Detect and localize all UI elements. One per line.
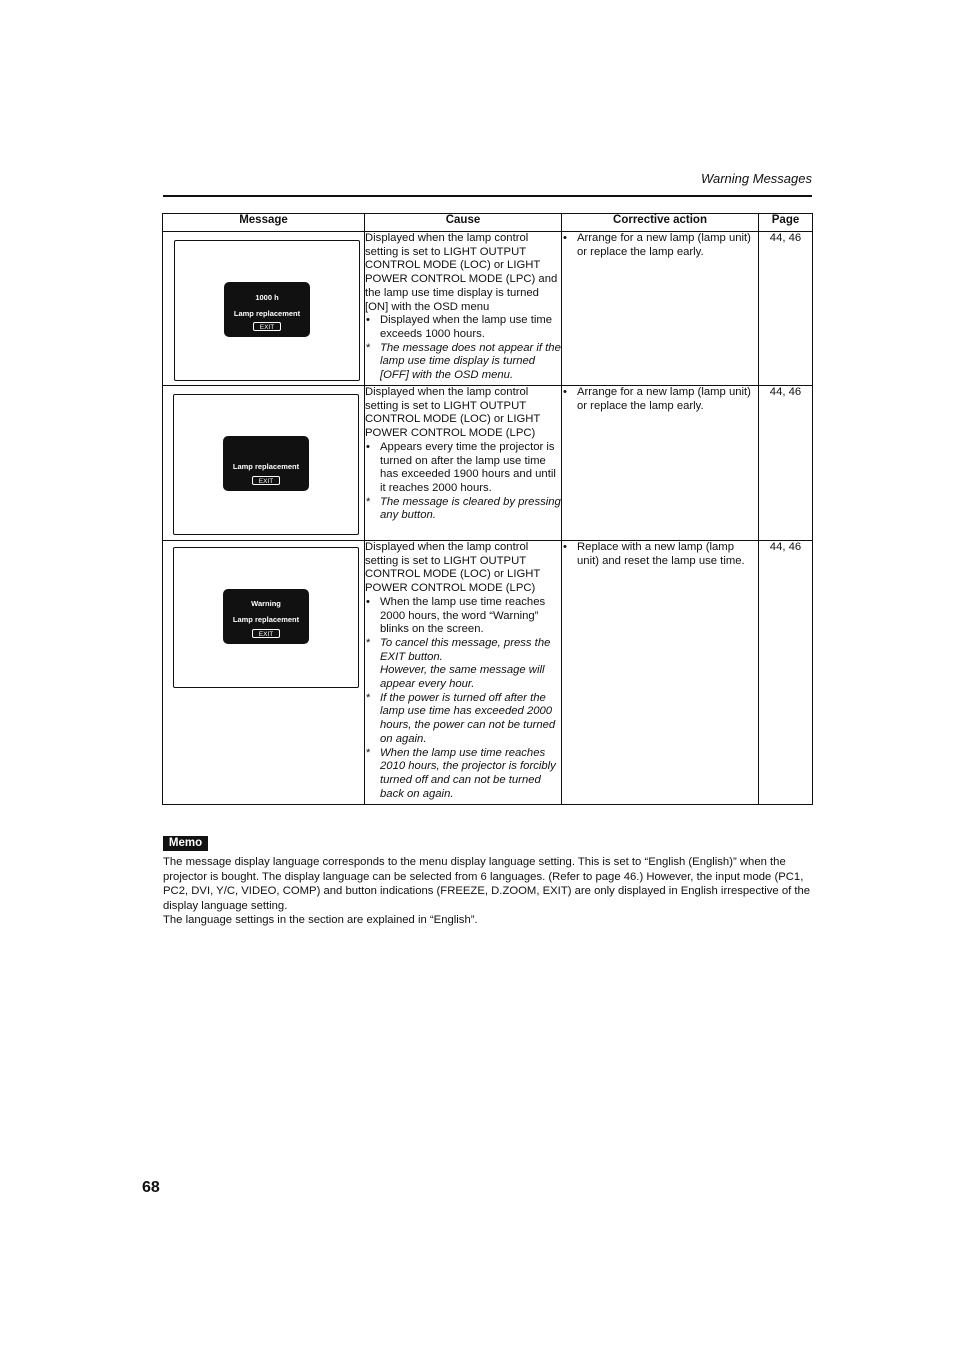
table-row <box>163 232 813 386</box>
table-row <box>163 386 813 541</box>
cause-note <box>365 747 561 802</box>
bullet-mark: • <box>563 541 567 553</box>
osd-message-box <box>223 436 309 491</box>
cause-note-text: The message does not appear if the lamp use time display is turned [OFF] with the OSD menu. <box>380 341 561 382</box>
cause-note-text: To cancel this message, press the EXIT button. <box>380 636 551 663</box>
cause-cell <box>365 541 562 805</box>
bullet-mark: • <box>563 232 567 244</box>
note-mark: * <box>366 495 371 508</box>
bullet-mark: • <box>563 386 567 398</box>
cause-intro: Displayed when the lamp control setting is set to LIGHT OUTPUT CONTROL MODE (LOC) or LIGHT POWER CONTROL MODE (LPC) <box>365 541 541 595</box>
cause-bullet-text: Displayed when the lamp use time exceeds 1000 hours. <box>380 314 553 340</box>
page-number: 68 <box>142 1179 160 1196</box>
column-header-corrective-action: Corrective action <box>562 214 759 232</box>
osd-lamp-replacement-text: Lamp replacement <box>232 615 300 624</box>
action-text: Replace with a new lamp (lamp unit) and reset the lamp use time. <box>577 541 745 567</box>
bullet-mark: • <box>366 595 370 608</box>
memo-paragraph: The language settings in the section are explained in “English”. <box>163 914 478 926</box>
header-rule <box>163 195 812 197</box>
cause-note <box>365 342 561 383</box>
page-cell: 44, 46 <box>759 541 813 805</box>
cause-bullet <box>365 596 561 637</box>
osd-lamp-replacement-text: Lamp replacement <box>233 309 301 318</box>
cause-bullet <box>365 441 561 496</box>
memo-badge: Memo <box>163 836 208 851</box>
message-cell <box>163 386 365 541</box>
action-text: Arrange for a new lamp (lamp unit) or replace the lamp early. <box>577 386 751 412</box>
cause-cell <box>365 232 562 386</box>
osd-exit-button: EXIT <box>252 629 280 638</box>
bullet-mark: • <box>366 440 370 453</box>
column-header-page: Page <box>759 214 813 232</box>
cause-note-text: If the power is turned off after the lamp use time has exceeded 2000 hours, the power can not be turned on again. <box>380 691 556 745</box>
message-cell <box>163 232 365 386</box>
table-header-row <box>163 214 813 232</box>
cause-note-text: When the lamp use time reaches 2010 hours, the projector is forcibly turned off and can not be turned back on again. <box>380 746 556 800</box>
screen-frame <box>173 547 359 688</box>
action-text: Arrange for a new lamp (lamp unit) or replace the lamp early. <box>577 232 751 258</box>
osd-warning-text: Warning <box>251 599 281 608</box>
cause-intro: Displayed when the lamp control setting is set to LIGHT OUTPUT CONTROL MODE (LOC) or LIGHT POWER CONTROL MODE (LPC) and the lamp use time display is turned [ON] with the OSD menu <box>365 232 558 313</box>
section-title: Warning Messages <box>700 171 812 186</box>
page-cell: 44, 46 <box>759 232 813 386</box>
note-mark: * <box>366 636 371 649</box>
cause-intro: Displayed when the lamp control setting is set to LIGHT OUTPUT CONTROL MODE (LOC) or LIGHT POWER CONTROL MODE (LPC) <box>365 386 541 440</box>
cause-note-continuation: However, the same message will appear every hour. <box>380 664 545 691</box>
cause-note <box>365 637 561 664</box>
osd-lamp-replacement-text: Lamp replacement <box>232 462 300 471</box>
osd-message-box <box>224 282 310 337</box>
cause-note-text: The message is cleared by pressing any button. <box>380 495 561 522</box>
screen-frame <box>174 240 360 381</box>
message-cell <box>163 541 365 805</box>
note-mark: * <box>366 341 371 354</box>
action-bullet <box>562 541 758 568</box>
cause-cell <box>365 386 562 541</box>
osd-exit-button: EXIT <box>252 476 280 485</box>
table-row <box>163 541 813 805</box>
column-header-message: Message <box>163 214 365 232</box>
cause-note <box>365 692 561 747</box>
osd-exit-button: EXIT <box>253 322 281 331</box>
action-cell <box>562 541 759 805</box>
note-mark: * <box>366 691 371 704</box>
memo-text <box>163 855 813 928</box>
osd-message-box <box>223 589 309 644</box>
cause-bullet-text: When the lamp use time reaches 2000 hours, the word “Warning” blinks on the screen. <box>380 595 546 636</box>
note-mark: * <box>366 746 371 759</box>
bullet-mark: • <box>366 314 370 327</box>
action-cell <box>562 386 759 541</box>
action-cell <box>562 232 759 386</box>
page-cell: 44, 46 <box>759 386 813 541</box>
memo-paragraph: The message display language corresponds to the menu display language setting. This is set to “English (English)” when the projector is bought. The display language can be selected from 6 languages. (Refer to page 46.) However, the input mode (PC1, PC2, DVI, Y/C, VIDEO, COMP) and button indications (FREEZE, D.ZOOM, EXIT) are only displayed in English irrespective of the display language setting. <box>163 856 811 912</box>
action-bullet <box>562 386 758 413</box>
osd-hours-text: 1000 h <box>255 293 279 302</box>
column-header-cause: Cause <box>365 214 562 232</box>
warning-messages-table <box>162 213 813 805</box>
cause-bullet <box>365 314 561 341</box>
screen-frame <box>173 394 359 535</box>
cause-bullet-text: Appears every time the projector is turned on after the lamp use time has exceeded 1900 hours and until it reaches 2000 hours. <box>380 440 556 494</box>
action-bullet <box>562 232 758 259</box>
cause-note <box>365 496 561 523</box>
